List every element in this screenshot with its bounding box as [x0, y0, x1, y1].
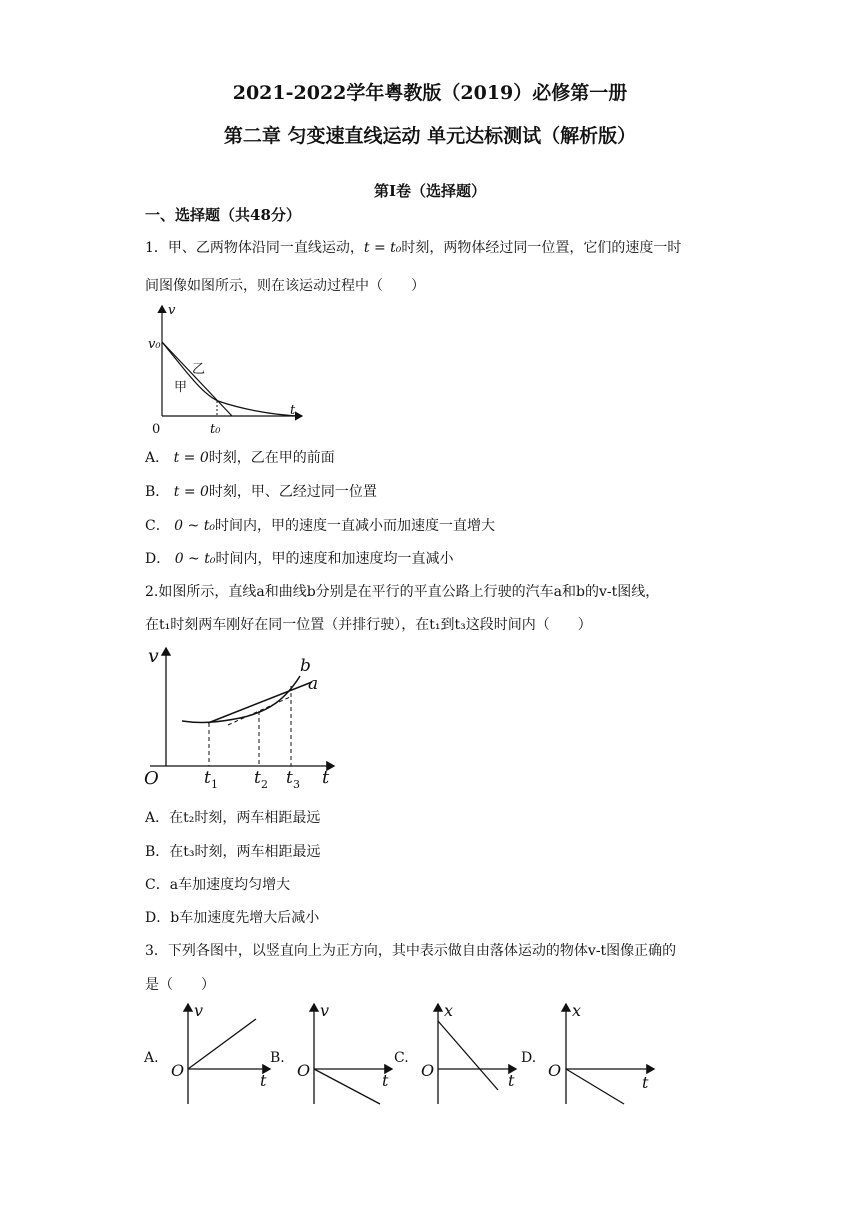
q1-option-d-letter: D．	[145, 551, 171, 567]
q1-curve-jia	[162, 342, 300, 416]
q1-line-yi	[162, 342, 232, 416]
q2-option-b	[145, 841, 321, 861]
q3-graph-b-line	[314, 1069, 380, 1104]
q1-option-c-letter: C．	[145, 518, 170, 534]
q1-t-label: t	[290, 403, 296, 418]
question-2-text: 如图所示，直线a和曲线b分别是在平行的平直公路上行驶的汽车a和b的v-t图线，	[158, 584, 660, 600]
q3-graph-c-line	[438, 1021, 498, 1090]
q2-option-a	[145, 807, 320, 827]
question-2-number: 2.	[145, 584, 159, 600]
q2-option-c-text: a车加速度均匀增大	[169, 877, 291, 893]
q1-option-a-math: t = 0	[173, 450, 209, 466]
q2-origin-label: O	[144, 768, 159, 789]
q2-option-d	[145, 907, 319, 927]
q3-graph-c	[394, 1001, 516, 1104]
question-3-graphs	[140, 998, 670, 1110]
question-3-line1	[145, 940, 676, 960]
question-3-number: 3．	[145, 943, 168, 959]
q2-option-a-letter: A．	[145, 810, 170, 826]
document-title-line2: 第二章 匀变速直线运动 单元达标测试（解析版）	[223, 125, 637, 147]
q2-t3-subscript: 3	[293, 778, 300, 791]
q3-graph-d	[521, 1001, 654, 1104]
q3-graph-a	[143, 1001, 270, 1104]
question-1-text-b: 时刻，两物体经过同一位置，它们的速度一时	[401, 240, 682, 256]
q1-origin-label: 0	[152, 422, 161, 437]
question-2-line1	[145, 581, 659, 601]
q2-line-a	[208, 682, 312, 723]
q2-label-b: b	[300, 656, 311, 676]
q1-option-a-letter: A．	[145, 450, 170, 466]
q1-v0-label: v₀	[148, 337, 161, 352]
q1-option-a-text: 时刻，乙在甲的前面	[208, 450, 335, 466]
q2-label-a: a	[308, 674, 319, 694]
q3-graph-a-y-label: v	[194, 1001, 204, 1020]
document-title-line1: 2021-2022学年粤教版（2019）必修第一册	[232, 82, 628, 104]
question-1-number: 1．	[145, 240, 168, 256]
q3-graph-c-letter: C.	[394, 1050, 409, 1066]
q1-option-a	[145, 447, 335, 467]
q2-option-c-letter: C．	[145, 877, 170, 893]
q1-option-c	[145, 515, 495, 535]
q3-graph-c-x-label: t	[508, 1071, 515, 1090]
q3-graph-d-line	[566, 1069, 624, 1104]
q3-graph-d-origin: O	[548, 1061, 562, 1080]
q1-option-b-text: 时刻，甲、乙经过同一位置	[208, 484, 377, 500]
q3-graph-d-x-label: t	[642, 1073, 649, 1092]
question-1-figure	[140, 298, 320, 438]
question-2-figure	[140, 642, 340, 792]
q2-option-b-text: 在t₃时刻，两车相距最远	[169, 844, 321, 860]
q3-graph-b	[270, 1001, 392, 1104]
q2-t1-label: t	[204, 768, 211, 788]
q3-graph-b-origin: O	[297, 1061, 311, 1080]
q1-v-label: v	[168, 303, 176, 318]
q2-v-label: v	[148, 645, 159, 667]
q1-option-d	[145, 548, 453, 568]
question-2-line2: 在t₁时刻两车刚好在同一位置（并排行驶），在t₁到t₃这段时间内（ ）	[145, 617, 592, 633]
volume-heading: 第Ⅰ卷（选择题）	[373, 182, 487, 200]
q2-option-d-letter: D．	[145, 910, 171, 926]
q3-graph-a-x-label: t	[260, 1071, 267, 1090]
q3-graph-a-origin: O	[171, 1061, 185, 1080]
q2-option-d-text: b车加速度先增大后减小	[170, 910, 320, 926]
q2-curve-b	[182, 676, 300, 722]
q3-graph-c-y-label: x	[444, 1001, 454, 1020]
section-heading: 一、选择题（共48分）	[145, 206, 301, 224]
question-1-text-a: 甲、乙两物体沿同一直线运动，	[167, 240, 364, 256]
q1-option-c-math: 0 ~ t₀	[174, 518, 215, 534]
q1-option-c-text: 时间内，甲的速度一直减小而加速度一直增大	[214, 518, 495, 534]
q3-graph-b-y-label: v	[320, 1001, 330, 1020]
q3-graph-c-origin: O	[421, 1061, 435, 1080]
question-1-math: t = t₀	[363, 240, 402, 256]
question-3-line2: 是（ ）	[145, 977, 215, 993]
q1-option-b-math: t = 0	[173, 484, 209, 500]
question-3-text: 下列各图中，以竖直向上为正方向，其中表示做自由落体运动的物体v-t图像正确的	[167, 943, 677, 959]
q1-label-yi: 乙	[192, 362, 206, 377]
q3-graph-d-y-label: x	[572, 1001, 582, 1020]
q3-graph-a-letter: A.	[144, 1050, 159, 1066]
q2-option-c	[145, 874, 290, 894]
q2-t3-label: t	[286, 768, 293, 788]
q1-option-b	[145, 481, 377, 501]
q3-graph-b-x-label: t	[382, 1071, 389, 1090]
question-1-line2: 间图像如图所示，则在该运动过程中（ ）	[145, 278, 425, 294]
q3-graph-b-letter: B.	[270, 1050, 285, 1066]
q2-t2-label: t	[254, 768, 261, 788]
q2-option-b-letter: B．	[145, 844, 170, 860]
q1-t0-label: t₀	[210, 422, 221, 437]
q3-graph-d-letter: D.	[521, 1050, 537, 1066]
q2-t2-subscript: 2	[261, 778, 268, 791]
q2-option-a-text: 在t₂时刻，两车相距最远	[169, 810, 321, 826]
q1-label-jia: 甲	[174, 380, 188, 395]
question-1-line1	[145, 237, 681, 257]
q2-t-label: t	[322, 767, 330, 788]
q3-graph-a-line	[188, 1019, 256, 1069]
q2-t1-subscript: 1	[211, 778, 218, 791]
q1-option-d-text: 时间内，甲的速度和加速度均一直减小	[215, 551, 454, 567]
q1-option-d-math: 0 ~ t₀	[174, 551, 216, 567]
q1-option-b-letter: B．	[145, 484, 170, 500]
